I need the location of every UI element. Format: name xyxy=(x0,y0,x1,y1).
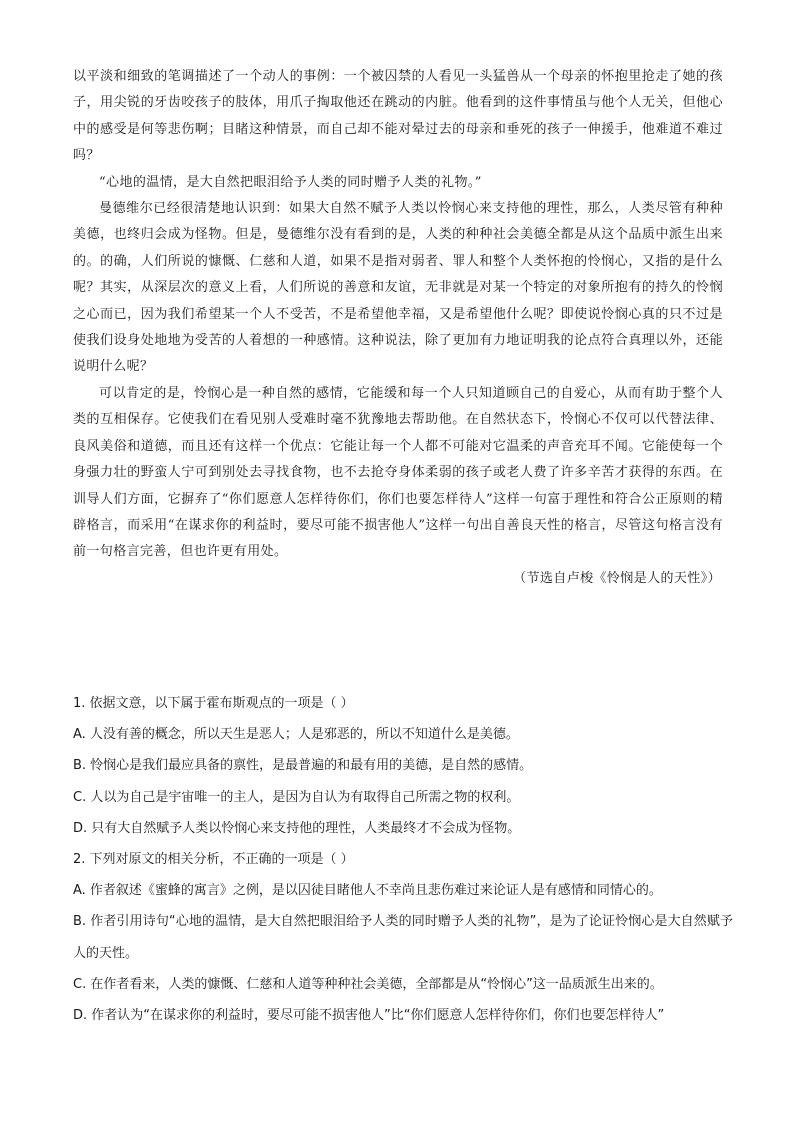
reading-passage xyxy=(73,64,723,592)
option-d: D. 作者认为“在谋求你的利益时，要尽可能不损害他人”比“你们愿意人怎样待你们，你们也要怎样待人” xyxy=(73,1008,665,1024)
passage-quote: “心地的温情，是大自然把眼泪给予人类的同时赠予人类的礼物。” xyxy=(99,174,482,190)
option-d: D. 只有大自然赋予人类以怜悯心来支持他的理性，人类最终才不会成为怪物。 xyxy=(73,820,521,836)
option-b: B. 作者引用诗句“心地的温情，是大自然把眼泪给予人类的同时赠予人类的礼物”，是为了论证怜悯心是大自然赋予人的天性。 xyxy=(73,914,733,961)
question-stem: 2. 下列对原文的相关分析，不正确的一项是（ ） xyxy=(73,852,354,868)
option-b: B. 怜悯心是我们最应具备的禀性，是最普遍的和最有用的美德，是自然的感情。 xyxy=(73,758,533,774)
option-a: A. 人没有善的概念，所以天生是恶人；人是邪恶的，所以不知道什么是美德。 xyxy=(73,727,519,743)
option-a: A. 作者叙述《蜜蜂的寓言》之例，是以囚徒目睹他人不幸尚且悲伤难过来论证人是有感情和同情心的。 xyxy=(73,883,662,899)
question-stem: 1. 依据文意，以下属于霍布斯观点的一项是（ ） xyxy=(73,696,354,711)
question-list xyxy=(73,688,733,1031)
passage-paragraph: 以平淡和细致的笔调描述了一个动人的事例：一个被囚禁的人看见一头猛兽从一个母亲的怀抱里抢走了她的孩子，用尖锐的牙齿咬孩子的肢体，用爪子掏取他还在跳动的内脏。他看到的这件事情虽与他个人无关，但他心中的感受是何等悲伤啊；目睹这种情景，而自己却不能对晕过去的母亲和垂死的孩子一伸援手，他难道不难过吗？ xyxy=(73,69,723,164)
option-c: C. 在作者看来，人类的慷慨、仁慈和人道等种种社会美德，全部都是从“怜悯心”这一品质派生出来的。 xyxy=(73,976,663,992)
option-c: C. 人以为自己是宇宙唯一的主人，是因为自认为有取得自己所需之物的权利。 xyxy=(73,789,520,805)
passage-paragraph: 可以肯定的是，怜悯心是一种自然的感情，它能缓和每一个人只知道顾自己的自爱心，从而有助于整个人类的互相保存。它使我们在看见别人受难时毫不犹豫地去帮助他。在自然状态下，怜悯心不仅可以代替法律、良风美俗和道德，而且还有这样一个优点：它能让每一个人都不可能对它温柔的声音充耳不闻。它能使每一个身强力壮的野蛮人宁可到别处去寻找食物，也不去抢夺身体柔弱的孩子或老人费了许多辛苦才获得的东西。在训导人们方面，它摒弃了“你们愿意人怎样待你们，你们也要怎样待人”这样一句富于理性和符合公正原则的精辟格言，而采用“在谋求你的利益时，要尽可能不损害他人”这样一句出自善良天性的格言，尽管这句格言没有前一句格言完善，但也许更有用处。 xyxy=(73,385,723,560)
passage-paragraph: 曼德维尔已经很清楚地认识到：如果大自然不赋予人类以怜悯心来支持他的理性，那么，人类尽管有种种美德，也终归会成为怪物。但是，曼德维尔没有看到的是，人类的种种社会美德全都是从这个品质中派生出来的。的确，人们所说的慷慨、仁慈和人道，如果不是指对弱者、罪人和整个人类怀抱的怜悯心，又指的是什么呢？其实，从深层次的意义上看，人们所说的善意和友谊，无非就是对某一个特定的对象所抱有的持久的怜悯之心而已，因为我们希望某一个人不受苦，不是希望他幸福，又是希望他什么呢？即使说怜悯心真的只不过是使我们设身处地地为受苦的人着想的一种感情。这种说法，除了更加有力地证明我的论点符合真理以外，还能说明什么呢？ xyxy=(73,201,723,375)
passage-source: （节选自卢梭《怜悯是人的天性》） xyxy=(513,570,721,586)
